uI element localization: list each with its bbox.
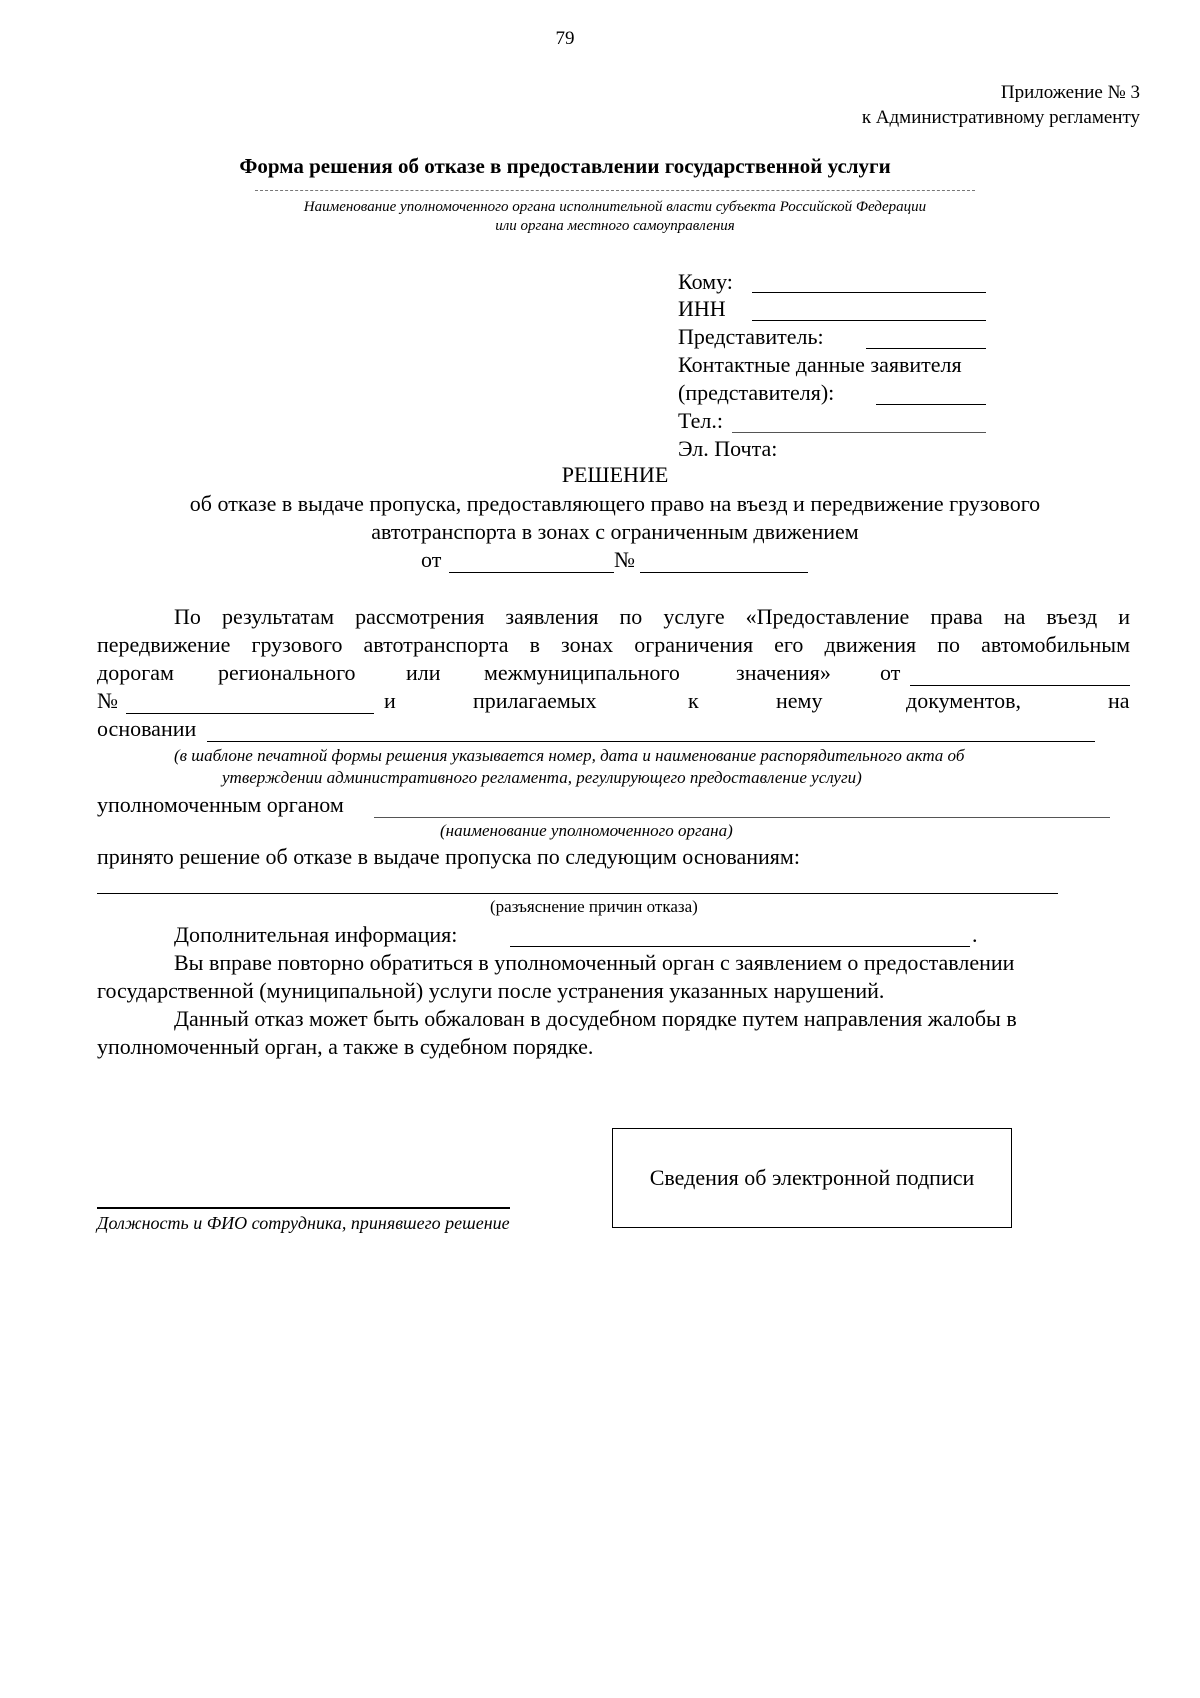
recipient-email-label: Эл. Почта: [678,436,778,461]
reasons-note: (разъяснение причин отказа) [490,897,698,916]
decision-number-label: № [614,547,635,572]
signature-line [97,1207,510,1209]
paragraph-2-line-1: Вы вправе повторно обратиться в уполномоченный орган с заявлением о предоставлении [174,950,1015,975]
appendix-line-1: Приложение № 3 [1000,82,1140,103]
paragraph-1-line-3-word-1: дорогам [97,660,174,685]
paragraph-1-line-3-word-4: межмуниципального [484,660,680,685]
recipient-inn-line [752,320,986,321]
authority-line [374,817,1110,818]
application-number-line [126,713,374,714]
decision-text: принято решение об отказе в выдаче пропуска по следующим основаниям: [97,844,800,869]
recipient-contact-label-2: (представителя): [678,380,835,405]
application-date-line [910,685,1130,686]
recipient-to-label: Кому: [678,269,733,294]
paragraph-3-line-1: Данный отказ может быть обжалован в досудебном порядке путем направления жалобы в [174,1006,1017,1031]
signature-caption: Должность и ФИО сотрудника, принявшего решение [97,1213,510,1233]
paragraph-1-line-4-word-2: прилагаемых [473,688,597,713]
decision-subtitle-1: об отказе в выдаче пропуска, предоставляющего право на въезд и передвижение грузового [189,491,1041,516]
paragraph-1-line-4-word-4: нему [776,688,823,713]
electronic-signature-box [612,1128,1012,1228]
decision-date-label: от [421,547,442,572]
reasons-line [97,893,1058,894]
recipient-contact-line [876,404,986,405]
authority-caption-line-1: Наименование уполномоченного органа исполнительной власти субъекта Российской Федерации [303,199,927,215]
page-number: 79 [555,28,575,49]
form-title: Форма решения об отказе в предоставлении государственной услуги [239,154,891,178]
appendix-line-2: к Административному регламенту [861,107,1140,128]
decision-number-line [640,572,808,573]
paragraph-2-line-2: государственной (муниципальной) услуги после устранения указанных нарушений. [97,978,885,1003]
paragraph-1-line-2: передвижение грузового автотранспорта в зонах ограничения его движения по автомобильным [97,632,1130,657]
recipient-representative-line [866,348,986,349]
additional-info-label: Дополнительная информация: [174,922,458,947]
decision-heading: РЕШЕНИЕ [561,462,669,487]
additional-info-dot: . [972,922,978,947]
paragraph-1-line-3-word-3: или [406,660,441,685]
paragraph-1-line-3-word-2: регионального [218,660,356,685]
authority-note: (наименование уполномоченного органа) [440,821,733,840]
decision-date-line [449,572,614,573]
recipient-to-line [752,292,986,293]
paragraph-1-line-3-word-6: от [880,660,901,685]
paragraph-1-line-1: По результатам рассмотрения заявления по услуге «Предоставление права на въезд и [174,604,1130,629]
application-number-label: № [97,688,118,713]
paragraph-1-line-4-word-6: на [1108,688,1130,713]
paragraph-1-line-3-word-5: значения» [736,660,831,685]
additional-info-line [510,946,970,947]
paragraph-1-line-4-word-5: документов, [906,688,1021,713]
recipient-phone-label: Тел.: [678,408,723,433]
recipient-phone-line [732,432,986,433]
paragraph-1-line-4-word-3: к [688,688,699,713]
template-note-line-1: (в шаблоне печатной формы решения указывается номер, дата и наименование распорядительного акта об [174,746,965,765]
recipient-contact-label: Контактные данные заявителя [678,352,962,377]
basis-line [207,741,1095,742]
paragraph-3-line-2: уполномоченный орган, а также в судебном порядке. [97,1034,594,1059]
decision-subtitle-2: автотранспорта в зонах с ограниченным движением [371,519,859,544]
authority-label: уполномоченным органом [97,792,344,817]
paragraph-1-line-4-word-1: и [384,688,396,713]
recipient-inn-label: ИНН [678,296,726,321]
basis-label: основании [97,716,197,741]
electronic-signature-label: Сведения об электронной подписи [649,1165,975,1190]
authority-name-line [255,190,975,191]
authority-caption-line-2: или органа местного самоуправления [495,218,735,234]
template-note-line-2: утверждении административного регламента, регулирующего предоставление услуги) [222,768,862,787]
recipient-representative-label: Представитель: [678,324,824,349]
